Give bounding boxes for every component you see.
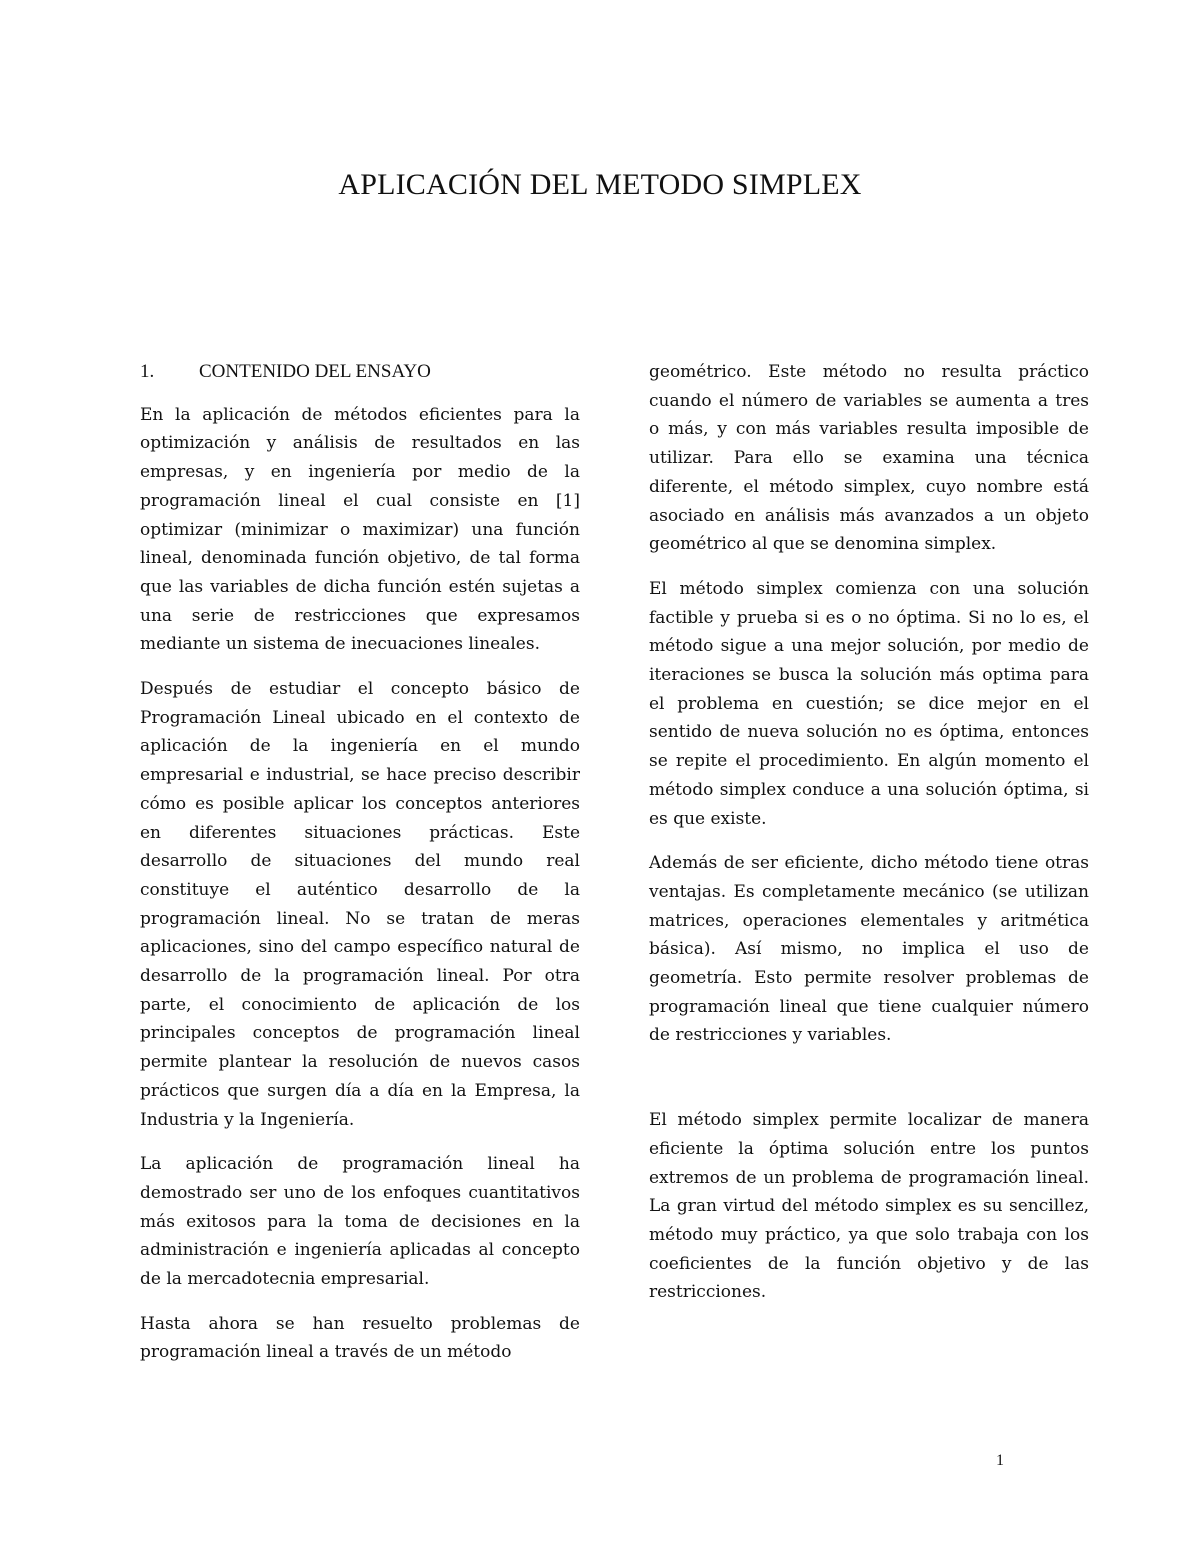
paragraph: En la aplicación de métodos eficientes para la optimización y análisis de resultados en las empresas, y en ingeniería por medio de la programación lineal el cual consiste en [1] optimizar (minimizar o maximizar) una función lineal, denominada función objetivo, de tal forma que las variables de dicha función estén sujetas a una serie de restricciones que expresamos mediante un sistema de inecuaciones lineales. (140, 404, 580, 655)
paragraph: El método simplex permite localizar de manera eficiente la óptima solución entre los puntos extremos de un problema de programación lineal. La gran virtud del método simplex es su sencillez, método muy práctico, ya que solo trabaja con los coeficientes de la función objetivo y de las restricciones. (649, 1110, 1089, 1303)
paragraph: geométrico. Este método no resulta práctico cuando el número de variables se aumenta a tres o más, y con más variables resulta imposible de utilizar. Para ello se examina una técnica diferente, el método simplex, cuyo nombre está asociado en análisis más avanzados a un objeto geométrico al que se denomina simplex. (649, 362, 1089, 555)
page-title: APLICACIÓN DEL METODO SIMPLEX (338, 168, 862, 201)
paragraph: Hasta ahora se han resuelto problemas de programación lineal a través de un método (140, 1313, 580, 1363)
paragraph: Además de ser eficiente, dicho método tiene otras ventajas. Es completamente mecánico (se utilizan matrices, operaciones elementales y aritmética básica). Así mismo, no implica el uso de geometría. Esto permite resolver problemas de programación lineal que tiene cualquier número de restricciones y variables. (649, 853, 1089, 1046)
section-heading-text: CONTENIDO DEL ENSAYO (199, 361, 431, 382)
paragraph: Después de estudiar el concepto básico de Programación Lineal ubicado en el contexto de aplicación de la ingeniería en el mundo empresarial e industrial, se hace preciso describir cómo es posible aplicar los conceptos anteriores en diferentes situaciones prácticas. Este desarrollo de situaciones del mundo real constituye el auténtico desarrollo de la programación lineal. No se tratan de meras aplicaciones, sino del campo específico natural de desarrollo de la programación lineal. Por otra parte, el conocimiento de aplicación de los principales conceptos de programación lineal permite plantear la resolución de nuevos casos prácticos que surgen día a día en la Empresa, la Industria y la Ingeniería. (140, 679, 580, 1130)
section-heading (140, 358, 580, 387)
section-number: 1. (140, 361, 155, 382)
paragraph: La aplicación de programación lineal ha demostrado ser uno de los enfoques cuantitativos más exitosos para la toma de decisiones en la administración e ingeniería aplicadas al concepto de la mercadotecnia empresarial. (140, 1154, 580, 1290)
page-number: 1 (996, 1452, 1004, 1469)
paragraph: El método simplex comienza con una solución factible y prueba si es o no óptima. Si no lo es, el método sigue a una mejor solución, por medio de iteraciones se busca la solución más optima para el problema en cuestión; se dice mejor en el sentido de nueva solución no es óptima, entonces se repite el procedimiento. En algún momento el método simplex conduce a una solución óptima, si es que existe. (649, 578, 1089, 829)
left-column (140, 358, 580, 1383)
blank-space (649, 1066, 1089, 1106)
right-column (649, 358, 1089, 1323)
